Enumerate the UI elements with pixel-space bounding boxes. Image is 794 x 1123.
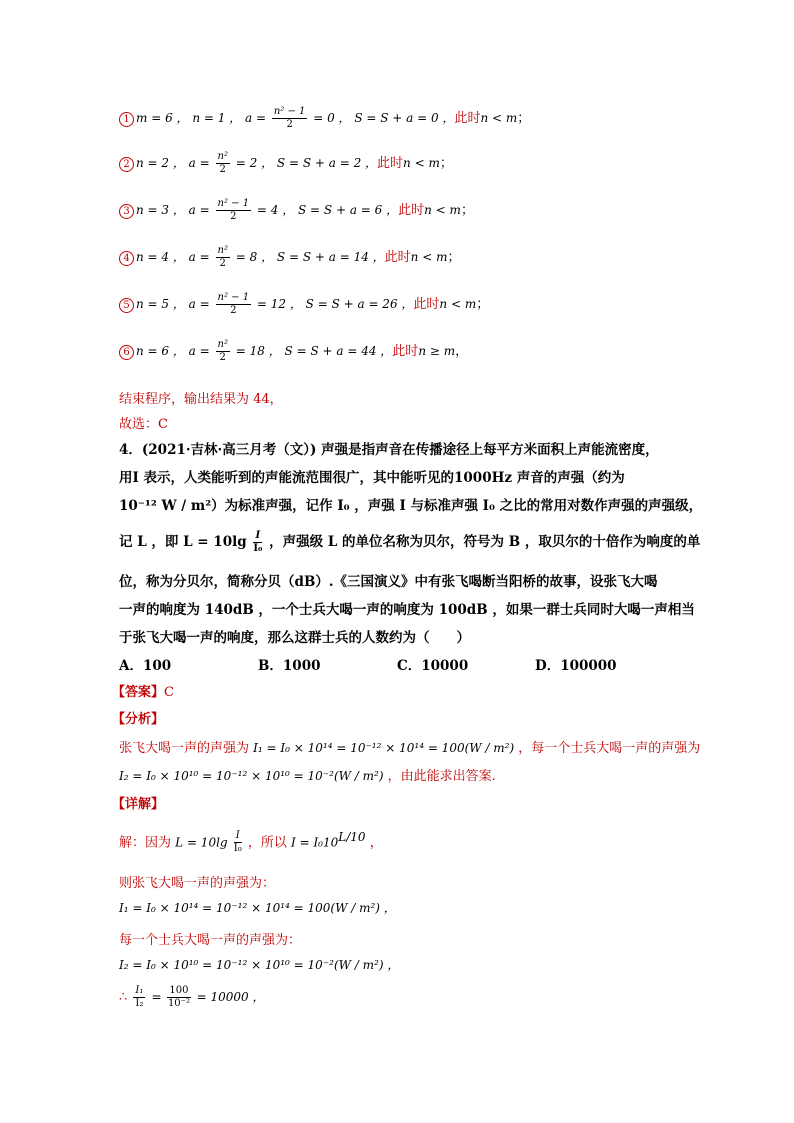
step-fraction-numerator: n²: [217, 339, 228, 350]
step-number: 2: [119, 157, 134, 172]
analysis-text-2-tail: ，由此能求出答案.: [387, 769, 496, 784]
fraction-denominator: I₀: [253, 543, 263, 554]
step-tail-formula: n < m: [480, 111, 518, 125]
solution-step: [119, 339, 794, 364]
choice-text: 故选：C: [119, 417, 168, 432]
question-line-4: [119, 530, 794, 555]
end-program-line: [119, 388, 794, 407]
step-fraction-numerator: n² − 1: [217, 198, 250, 209]
question-text-5: 位，称为分贝尔，简称分贝（dB）.《三国演义》中有张飞喝断当阳桥的故事，设张飞大喝: [119, 574, 658, 590]
analysis-formula-2: I₂ = I₀ × 10¹⁰ = 10⁻¹² × 10¹⁰ = 10⁻²(W / m²): [119, 769, 384, 783]
question-text-3: 10⁻¹² W / m²）为标准声强，记作 I₀ ，声强 I 与标准声强 I₀ 之比的常用对数作声强的声强级，: [119, 498, 703, 514]
detail-line-2: [119, 872, 794, 891]
solution-step: [119, 151, 794, 176]
end-program-text: 结束程序，输出结果为 44，: [119, 392, 283, 407]
step-fraction: [216, 339, 230, 364]
detail-line-1: [119, 830, 794, 855]
step-number: 3: [119, 204, 134, 219]
question-text-2: 用I 表示，人类能听到的声能流范围很广，其中能听见的1000Hz 声音的声强（约为: [119, 470, 625, 486]
detail-line-5: [119, 956, 794, 973]
detail-line-6: [119, 985, 794, 1010]
step-tail-text: 此时: [413, 297, 440, 312]
step-end-punct: ；: [439, 156, 453, 171]
detail-fraction-1: [234, 830, 242, 855]
step-fraction: [272, 106, 308, 131]
question-line-2: [119, 466, 794, 486]
detail-tag: 【详解】: [112, 797, 165, 812]
step-tail-text: 此时: [384, 250, 411, 265]
equals-sign: =: [151, 990, 166, 1004]
detail-tag-line: [112, 793, 794, 812]
step-formula-pre: n = 5 ， a =: [136, 297, 214, 311]
analysis-text-1-tail: ，每一个士兵大喝一声的声强为: [518, 741, 701, 756]
step-tail-formula: n < m: [403, 156, 440, 170]
step-fraction-denominator: 2: [219, 164, 226, 175]
step-fraction-denominator: 2: [286, 119, 293, 130]
step-fraction-denominator: 2: [230, 211, 237, 222]
step-tail-formula: n < m: [424, 203, 461, 217]
solution-step: [119, 198, 794, 223]
step-formula-post: = 18 ， S = S + a = 44 ，: [231, 344, 393, 358]
detail-fraction-ratio: [133, 985, 145, 1010]
step-formula-pre: m = 6 ， n = 1 ， a =: [136, 111, 270, 125]
step-formula-pre: n = 2 ， a =: [136, 156, 214, 170]
step-number: 5: [119, 298, 134, 313]
question-text-4-pre: 记 L ，即 L = 10lg: [119, 534, 247, 550]
detail-fraction-numerator: I: [234, 830, 242, 843]
ratio-denominator: I₂: [135, 998, 144, 1009]
step-number: 6: [119, 345, 134, 360]
question-text-6: 一声的响度为 140dB ，一个士兵大喝一声的响度为 100dB ，如果一群士兵同时大喝一声相当: [119, 602, 695, 618]
detail-fraction-value: [167, 985, 190, 1010]
step-fraction: [216, 292, 252, 317]
option-c: C．10000: [397, 658, 469, 674]
step-end-punct: ；: [460, 203, 474, 218]
step-end-punct: ；: [517, 111, 531, 126]
step-number: 1: [119, 112, 134, 127]
answer-tag: 【答案】: [112, 685, 165, 700]
step-fraction: [216, 245, 230, 270]
option-a: A．100: [119, 658, 172, 674]
detail-line-4: [119, 929, 794, 948]
step-tail-text: 此时: [398, 203, 425, 218]
step-fraction-denominator: 2: [230, 305, 237, 316]
step-number: 4: [119, 251, 134, 266]
step-tail-formula: n ≥ m: [418, 344, 456, 358]
detail-text-2: 则张飞大喝一声的声强为：: [119, 876, 276, 891]
analysis-line-2: [119, 765, 794, 784]
answer-line: [112, 681, 794, 700]
analysis-text-1: 张飞大喝一声的声强为: [119, 741, 250, 756]
detail-text-4: 每一个士兵大喝一声的声强为：: [119, 933, 302, 948]
step-formula-post: = 0 ， S = S + a = 0 ，: [309, 111, 455, 125]
question-line-5: [119, 570, 794, 590]
choice-line: [119, 413, 794, 432]
question-text-1: 4．(2021·吉林·高三月考（文）) 声强是指声音在传播途径上每平方米面积上声能流密度，: [119, 442, 659, 458]
question-fraction: [253, 530, 262, 555]
result-text: = 10000 ，: [196, 990, 265, 1004]
solution-step: [119, 292, 794, 317]
analysis-line-1: [119, 737, 794, 756]
step-formula-post: = 2 ， S = S + a = 2 ，: [231, 156, 378, 170]
step-end-punct: ，: [455, 344, 469, 359]
step-fraction-numerator: n²: [217, 245, 228, 256]
value-numerator: 100: [169, 985, 189, 996]
step-formula-post: = 8 ， S = S + a = 14 ，: [231, 250, 385, 264]
analysis-tag-line: [112, 708, 794, 727]
step-formula-pre: n = 4 ， a =: [136, 250, 214, 264]
step-fraction: [216, 151, 230, 176]
detail-formula-1: L = 10lg: [175, 835, 228, 850]
question-text-7: 于张飞大喝一声的响度，那么这群士兵的人数约为（ ）: [119, 630, 470, 646]
detail-text-1-mid: ，所以: [247, 835, 287, 851]
detail-text-1-pre: 解：因为: [119, 835, 172, 851]
question-text-4-post: ，声强级 L 的单位名称为贝尔，符号为 B ，取贝尔的十倍作为响度的单: [269, 534, 701, 550]
question-line-1: [119, 438, 794, 458]
solution-step: [119, 106, 794, 131]
detail-line-3: [119, 899, 794, 916]
detail-exponent: L/10: [338, 830, 366, 844]
option-d: D．100000: [535, 658, 617, 674]
analysis-formula-1: I₁ = I₀ × 10¹⁴ = 10⁻¹² × 10¹⁴ = 100(W / m²): [253, 741, 515, 755]
fraction-numerator: I: [253, 530, 262, 543]
detail-fraction-denominator: I₀: [233, 843, 242, 855]
step-tail-text: 此时: [454, 111, 481, 126]
step-tail-text: 此时: [392, 344, 419, 359]
detail-formula-3: I₁ = I₀ × 10¹⁴ = 10⁻¹² × 10¹⁴ = 100(W / m²) ，: [119, 901, 396, 915]
step-fraction-denominator: 2: [219, 352, 226, 363]
detail-formula-5: I₂ = I₀ × 10¹⁰ = 10⁻¹² × 10¹⁰ = 10⁻²(W / m²) ，: [119, 958, 400, 972]
step-end-punct: ；: [447, 250, 461, 265]
step-formula-pre: n = 6 ， a =: [136, 344, 214, 358]
step-end-punct: ；: [476, 297, 490, 312]
solution-step: [119, 245, 794, 270]
step-fraction-numerator: n² − 1: [217, 292, 250, 303]
question-line-3: [119, 494, 794, 514]
question-line-7: [119, 626, 794, 646]
value-denominator: 10⁻²: [167, 998, 190, 1009]
therefore-symbol: ∴: [119, 990, 128, 1005]
analysis-tag: 【分析】: [112, 712, 165, 727]
step-fraction-denominator: 2: [219, 258, 226, 269]
detail-text-1-end: ，: [369, 835, 383, 851]
step-tail-text: 此时: [377, 156, 404, 171]
detail-formula-2: I = I₀10: [291, 835, 339, 850]
ratio-numerator: I₁: [135, 985, 144, 996]
question-line-6: [119, 598, 794, 618]
step-fraction-numerator: n² − 1: [273, 106, 306, 117]
step-tail-formula: n < m: [439, 297, 477, 311]
step-formula-post: = 4 ， S = S + a = 6 ，: [253, 203, 399, 217]
step-fraction: [216, 198, 252, 223]
step-fraction-numerator: n²: [217, 151, 228, 162]
step-tail-formula: n < m: [410, 250, 448, 264]
step-formula-post: = 12 ， S = S + a = 26 ，: [253, 297, 414, 311]
step-formula-pre: n = 3 ， a =: [136, 203, 214, 217]
answer-value: C: [164, 685, 174, 700]
option-b: B．1000: [258, 658, 321, 674]
